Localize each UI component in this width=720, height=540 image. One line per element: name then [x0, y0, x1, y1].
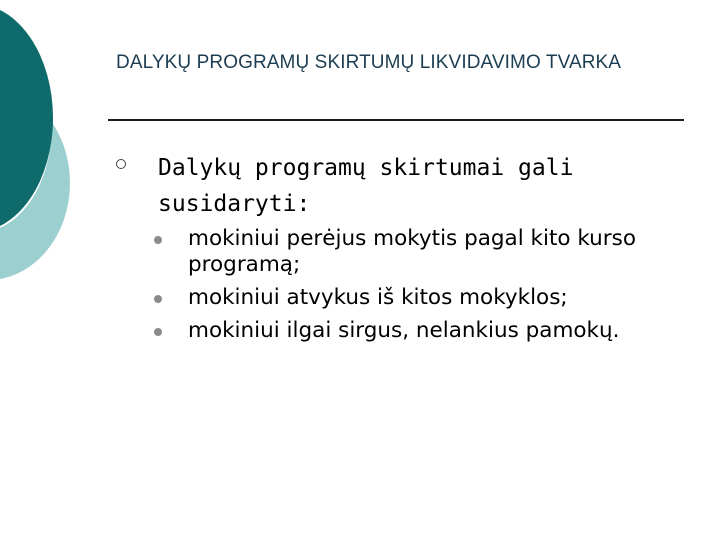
sub-bullet-item — [150, 318, 670, 344]
slide-title: DALYKŲ PROGRAMŲ SKIRTUMŲ LIKVIDAVIMO TVARKA — [116, 52, 622, 73]
filled-circle-bullet-icon — [154, 328, 162, 336]
sub-bullet-text: mokiniui atvykus iš kitos mokyklos; — [188, 285, 568, 310]
sub-bullet-item — [150, 226, 670, 278]
sub-bullet-item — [150, 285, 670, 311]
hollow-circle-bullet-icon — [116, 159, 126, 169]
filled-circle-bullet-icon — [154, 236, 162, 244]
sub-bullet-list — [150, 226, 670, 351]
decorative-circles — [0, 0, 80, 300]
sub-bullet-text: mokiniui ilgai sirgus, nelankius pamokų. — [188, 318, 620, 343]
main-bullet-text: Dalykų programų skirtumai gali susidaryti: — [158, 155, 574, 217]
sub-bullet-text: mokiniui perėjus mokytis pagal kito kurso programą; — [188, 226, 636, 277]
filled-circle-bullet-icon — [154, 295, 162, 303]
title-divider — [108, 119, 684, 121]
